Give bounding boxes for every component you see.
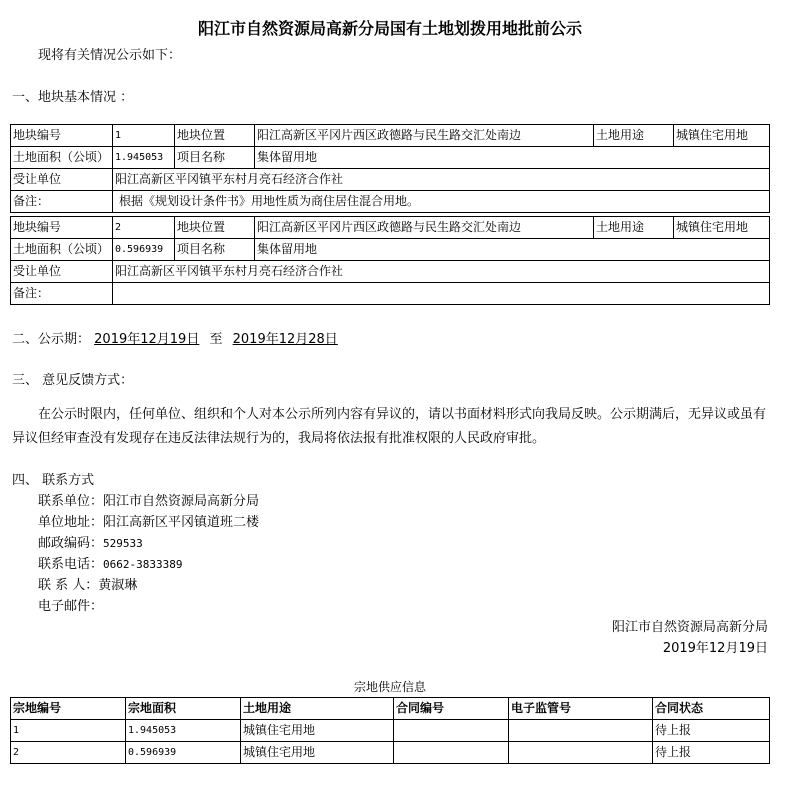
supply-cell: 城镇住宅用地 [241, 742, 394, 764]
remark-label: 备注： [11, 191, 113, 213]
table-row [11, 720, 770, 742]
location-value: 阳江高新区平冈片西区政德路与民生路交汇处南边 [255, 125, 594, 147]
plot-no-label: 地块编号 [11, 125, 113, 147]
phone-label: 联系电话： [38, 557, 104, 572]
plot-no-value: 1 [113, 125, 175, 147]
plot-table-2 [10, 216, 770, 305]
section4-heading: 四、 联系方式 [12, 473, 95, 488]
supply-header-cell: 宗地编号 [11, 698, 126, 720]
remark-value [113, 283, 770, 305]
grantee-label: 受让单位 [11, 261, 113, 283]
project-value: 集体留用地 [255, 239, 770, 261]
supply-cell: 待上报 [653, 720, 770, 742]
contact-unit: 联系单位：阳江市自然资源局高新分局 [38, 494, 260, 509]
land-use-value: 城镇住宅用地 [674, 125, 770, 147]
location-label: 地块位置 [175, 125, 255, 147]
table-row [11, 742, 770, 764]
publicity-period [12, 328, 338, 347]
grantee-value: 阳江高新区平冈镇平东村月亮石经济合作社 [113, 261, 770, 283]
supply-cell [509, 742, 653, 764]
signature-date: 2019年12月19日 [662, 641, 768, 656]
supply-header-row [11, 698, 770, 720]
contact-email: 电子邮件： [38, 599, 104, 614]
signature-org: 阳江市自然资源局高新分局 [611, 620, 768, 635]
supply-header-cell: 宗地面积 [126, 698, 241, 720]
feedback-paragraph: 在公示时限内，任何单位、组织和个人对本公示所列内容有异议的，请以书面材料形式向我局反映。公示期满后，无异议或虽有异议但经审查没有发现存在违反法律法规行为的，我局将依法报有批准权限的人民政府审批。 [12, 407, 767, 446]
contact-phone [38, 553, 183, 572]
supply-cell: 1.945053 [126, 720, 241, 742]
remark-label: 备注： [11, 283, 113, 305]
plot-no-value: 2 [113, 217, 175, 239]
supply-table [10, 697, 770, 764]
page-title: 阳江市自然资源局高新分局国有土地划拨用地批前公示 [197, 19, 582, 38]
intro-text: 现将有关情况公示如下： [38, 48, 182, 63]
remark-value: 根据《规划设计条件书》用地性质为商住居住混合用地。 [113, 191, 770, 213]
land-use-label: 土地用途 [594, 125, 674, 147]
contact-postcode [38, 532, 143, 551]
publicity-end-date: 2019年12月28日 [232, 332, 338, 347]
area-value: 0.596939 [113, 239, 175, 261]
supply-cell [509, 720, 653, 742]
supply-cell [394, 720, 509, 742]
plot-table-1 [10, 124, 770, 213]
supply-caption: 宗地供应信息 [353, 680, 426, 694]
supply-header-cell: 土地用途 [241, 698, 394, 720]
supply-header-cell: 合同状态 [653, 698, 770, 720]
project-value: 集体留用地 [255, 147, 770, 169]
supply-cell: 2 [11, 742, 126, 764]
publicity-start-date: 2019年12月19日 [94, 332, 200, 347]
supply-cell: 0.596939 [126, 742, 241, 764]
postcode-label: 邮政编码： [38, 536, 104, 551]
supply-cell: 待上报 [653, 742, 770, 764]
section1-heading: 一、地块基本情况 ： [12, 90, 134, 105]
supply-cell [394, 742, 509, 764]
land-use-value: 城镇住宅用地 [674, 217, 770, 239]
supply-header-cell: 电子监管号 [509, 698, 653, 720]
location-label: 地块位置 [175, 217, 255, 239]
grantee-value: 阳江高新区平冈镇平东村月亮石经济合作社 [113, 169, 770, 191]
land-use-label: 土地用途 [594, 217, 674, 239]
grantee-label: 受让单位 [11, 169, 113, 191]
publicity-period-label: 二、公示期： [12, 332, 91, 347]
location-value: 阳江高新区平冈片西区政德路与民生路交汇处南边 [255, 217, 594, 239]
phone-value: 0662-3833389 [103, 558, 183, 571]
area-label: 土地面积（公顷） [11, 239, 113, 261]
postcode-value: 529533 [103, 537, 143, 550]
supply-header-cell: 合同编号 [394, 698, 509, 720]
plot-no-label: 地块编号 [11, 217, 113, 239]
area-value: 1.945053 [113, 147, 175, 169]
contact-address: 单位地址：阳江高新区平冈镇道班二楼 [38, 515, 260, 530]
area-label: 土地面积（公顷） [11, 147, 113, 169]
project-label: 项目名称 [175, 147, 255, 169]
supply-cell: 1 [11, 720, 126, 742]
contact-person: 联 系 人：黄淑琳 [38, 578, 138, 593]
publicity-date-separator: 至 [209, 332, 223, 347]
section3-heading: 三、 意见反馈方式： [12, 373, 134, 388]
supply-cell: 城镇住宅用地 [241, 720, 394, 742]
project-label: 项目名称 [175, 239, 255, 261]
